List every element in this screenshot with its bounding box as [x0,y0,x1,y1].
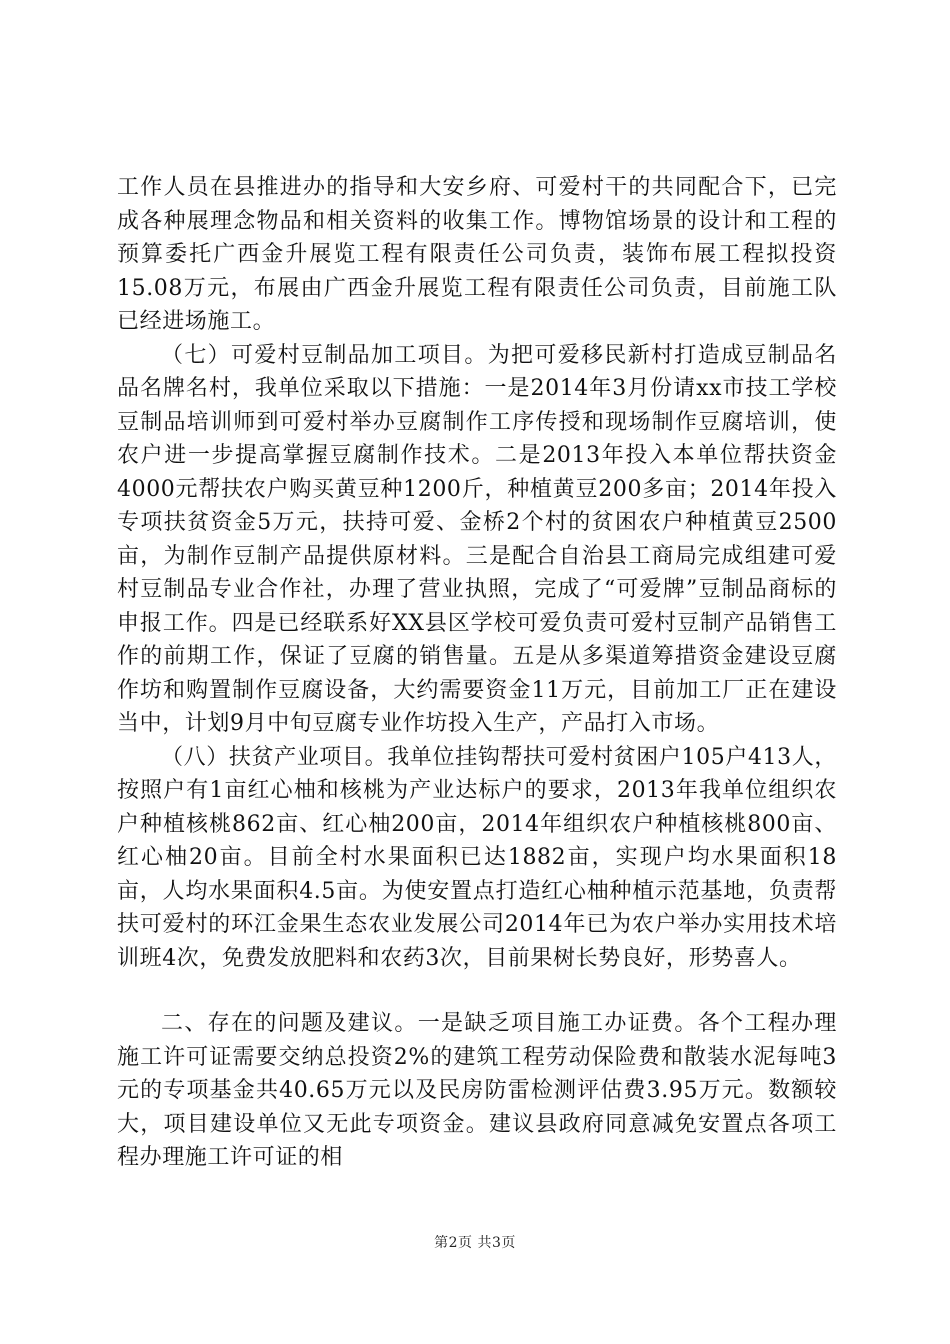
page-footer: 第2页 共3页 [434,1235,516,1251]
paragraph-museum-progress: 工作人员在县推进办的指导和大安乡府、可爱村干的共同配合下，已完成各种展理念物品和相关资料的收集工作。博物馆场景的设计和工程的预算委托广西金升展览工程有限责任公司负责，装饰布展工程拟投资15.08万元，布展由广西金升展览工程有限责任公司负责，目前施工队已经进场施工。 [117,175,837,334]
document-body [117,171,837,1175]
paragraph-problems-suggestions: 二、存在的问题及建议。一是缺乏项目施工办证费。各个工程办理施工许可证需要交纳总投资2%的建筑工程劳动保险费和散装水泥每吨3元的专项基金共40.65万元以及民房防雷检测评估费3.95万元。数额较大，项目建设单位又无此专项资金。建议县政府同意减免安置点各项工程办理施工许可证的相 [117,1011,837,1170]
paragraph-tofu-project: （七）可爱村豆制品加工项目。为把可爱移民新村打造成豆制品名品名牌名村，我单位采取以下措施：一是2014年3月份请xx市技工学校豆制品培训师到可爱村举办豆腐制作工序传授和现场制作豆腐培训，使农户进一步提高掌握豆腐制作技术。二是2013年投入本单位帮扶资金4000元帮扶农户购买黄豆种1200斤，种植黄豆200多亩；2014年投入专项扶贫资金5万元，扶持可爱、金桥2个村的贫困农户种植黄豆2500亩，为制作豆制产品提供原材料。三是配合自治县工商局完成组建可爱村豆制品专业合作社，办理了营业执照，完成了“可爱牌”豆制品商标的申报工作。四是已经联系好XX县区学校可爱负责可爱村豆制产品销售工作的前期工作，保证了豆腐的销售量。五是从多渠道筹措资金建设豆腐作坊和购置制作豆腐设备，大约需要资金11万元，目前加工厂正在建设当中，计划9月中旬豆腐专业作坊投入生产，产品打入市场。 [117,342,837,736]
paragraph-poverty-industry: （八）扶贫产业项目。我单位挂钩帮扶可爱村贫困户105户413人，按照户有1亩红心柚和核桃为产业达标户的要求，2013年我单位组织农户种植核桃862亩、红心柚200亩，2014年组织农户种植核桃800亩、红心柚20亩。目前全村水果面积已达1882亩，实现户均水果面积18亩，人均水果面积4.5亩。为使安置点打造红心柚种植示范基地，负责帮扶可爱村的环江金果生态农业发展公司2014年已为农户举办实用技术培训班4次，免费发放肥料和农药3次，目前果树长势良好，形势喜人。 [117,744,837,971]
paragraph-gap [117,975,837,1007]
